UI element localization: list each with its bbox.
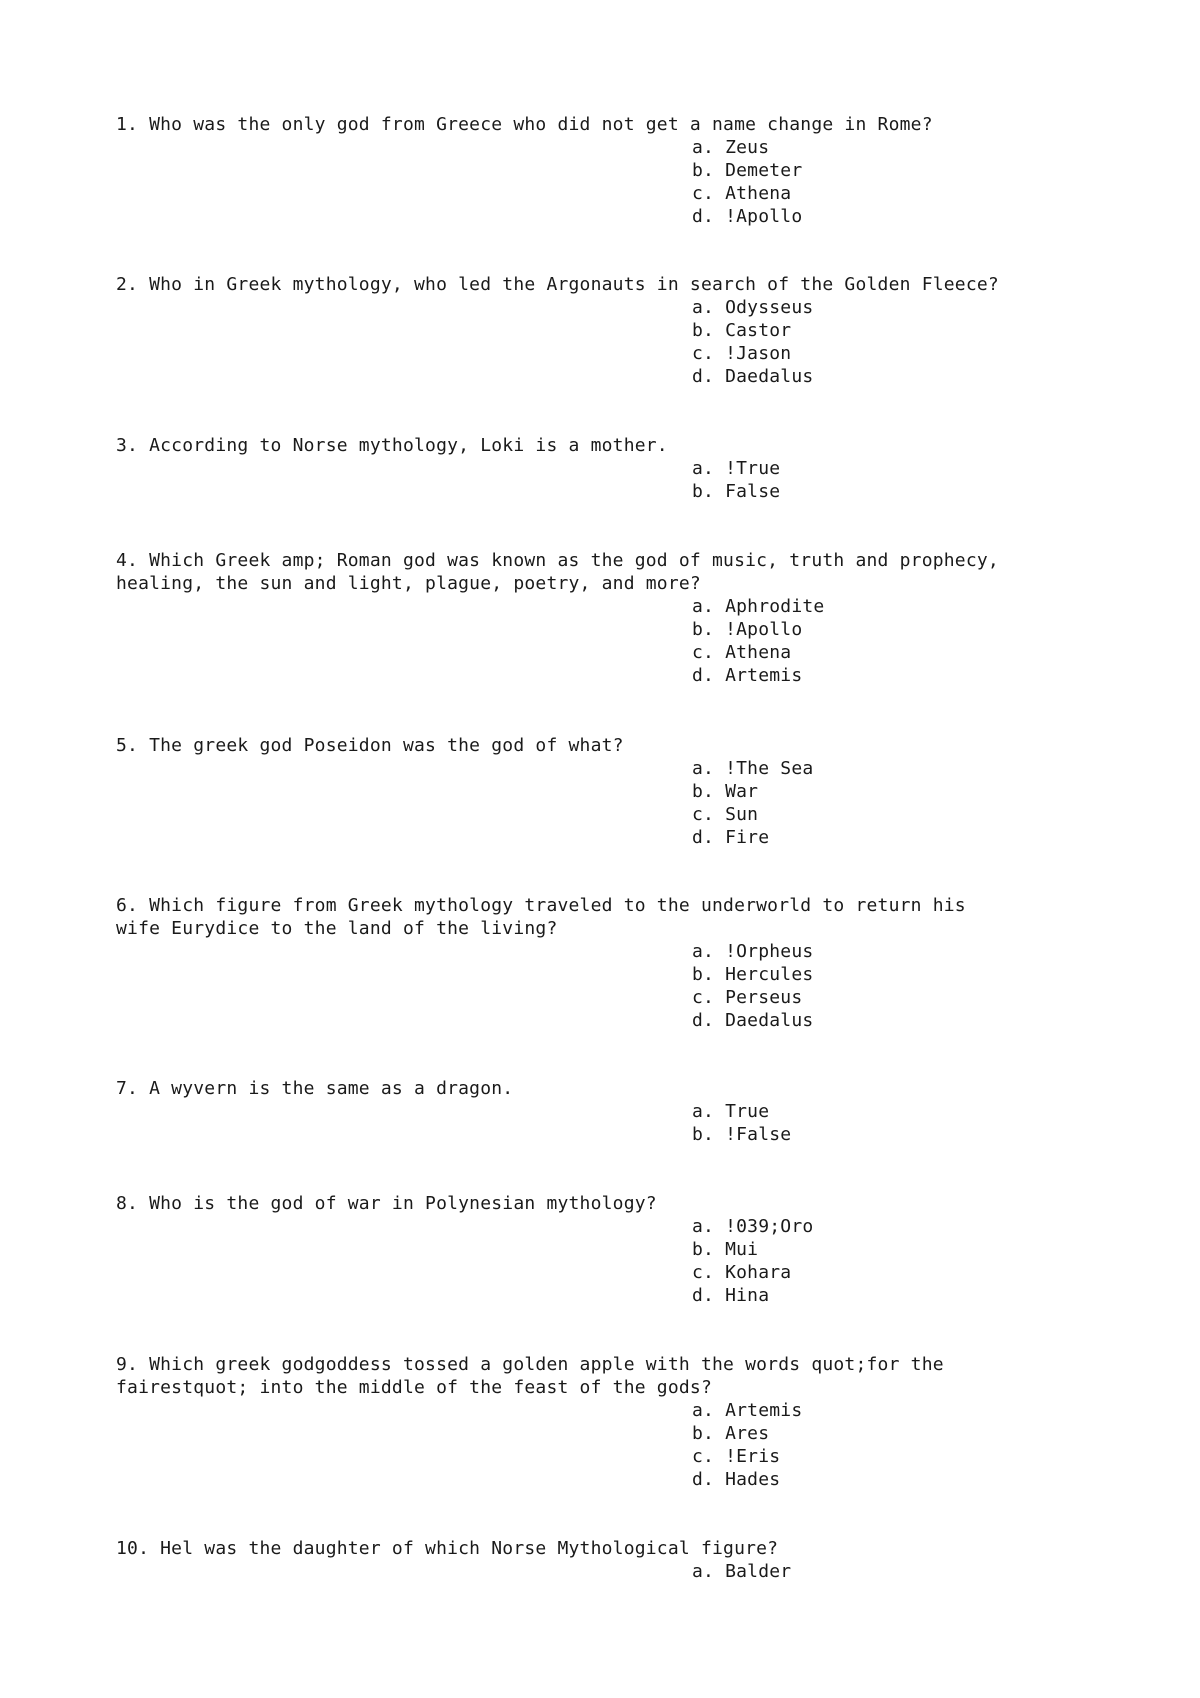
answer-option: b. !Apollo xyxy=(692,619,803,640)
answer-option: a. !039;Oro xyxy=(692,1216,814,1237)
answer-option: b. Demeter xyxy=(692,160,803,181)
answer-option: b. !False xyxy=(692,1124,792,1145)
answer-option: c. Athena xyxy=(692,183,792,204)
answer-option: a. Odysseus xyxy=(692,297,814,318)
answer-option: d. Artemis xyxy=(692,665,803,686)
answer-option: a. Balder xyxy=(692,1561,792,1582)
answer-option: a. Artemis xyxy=(692,1400,803,1421)
answer-option: b. Mui xyxy=(692,1239,759,1260)
answer-option: a. Zeus xyxy=(692,137,770,158)
question-5 xyxy=(116,734,1116,849)
question-text: 7. A wyvern is the same as a dragon. xyxy=(116,1078,514,1099)
question-2 xyxy=(116,273,1116,388)
question-text: 1. Who was the only god from Greece who did not get a name change in Rome? xyxy=(116,114,933,135)
question-1 xyxy=(116,113,1116,228)
question-text: healing, the sun and light, plague, poetry, and more? xyxy=(116,573,701,594)
question-9 xyxy=(116,1353,1116,1491)
question-text: 3. According to Norse mythology, Loki is a mother. xyxy=(116,435,668,456)
answer-option: c. !Jason xyxy=(692,343,792,364)
question-6 xyxy=(116,894,1116,1032)
answer-option: b. War xyxy=(692,781,759,802)
question-text: 6. Which figure from Greek mythology traveled to the underworld to return his xyxy=(116,895,966,916)
answer-option: a. !Orpheus xyxy=(692,941,814,962)
answer-option: b. False xyxy=(692,481,781,502)
question-8 xyxy=(116,1192,1116,1307)
answer-option: c. Perseus xyxy=(692,987,803,1008)
answer-option: d. Daedalus xyxy=(692,1010,814,1031)
answer-option: b. Hercules xyxy=(692,964,814,985)
answer-option: d. Fire xyxy=(692,827,770,848)
answer-option: d. Hina xyxy=(692,1285,770,1306)
question-text: 10. Hel was the daughter of which Norse Mythological figure? xyxy=(116,1538,779,1559)
question-text: 8. Who is the god of war in Polynesian mythology? xyxy=(116,1193,657,1214)
question-text: fairestquot; into the middle of the feast of the gods? xyxy=(116,1377,712,1398)
answer-option: a. Aphrodite xyxy=(692,596,825,617)
question-text: 9. Which greek godgoddess tossed a golden apple with the words quot;for the xyxy=(116,1354,944,1375)
question-4 xyxy=(116,549,1116,687)
answer-option: a. True xyxy=(692,1101,770,1122)
question-text: 5. The greek god Poseidon was the god of what? xyxy=(116,735,624,756)
answer-option: d. !Apollo xyxy=(692,206,803,227)
question-10 xyxy=(116,1537,1116,1583)
question-text: 4. Which Greek amp; Roman god was known as the god of music, truth and prophecy, xyxy=(116,550,999,571)
question-text: wife Eurydice to the land of the living? xyxy=(116,918,558,939)
answer-option: c. !Eris xyxy=(692,1446,781,1467)
answer-option: d. Daedalus xyxy=(692,366,814,387)
answer-option: a. !True xyxy=(692,458,781,479)
question-7 xyxy=(116,1077,1116,1146)
answer-option: a. !The Sea xyxy=(692,758,814,779)
question-3 xyxy=(116,434,1116,503)
answer-option: b. Ares xyxy=(692,1423,770,1444)
answer-option: c. Sun xyxy=(692,804,759,825)
answer-option: b. Castor xyxy=(692,320,792,341)
answer-option: c. Kohara xyxy=(692,1262,792,1283)
answer-option: d. Hades xyxy=(692,1469,781,1490)
question-text: 2. Who in Greek mythology, who led the Argonauts in search of the Golden Fleece? xyxy=(116,274,999,295)
answer-option: c. Athena xyxy=(692,642,792,663)
